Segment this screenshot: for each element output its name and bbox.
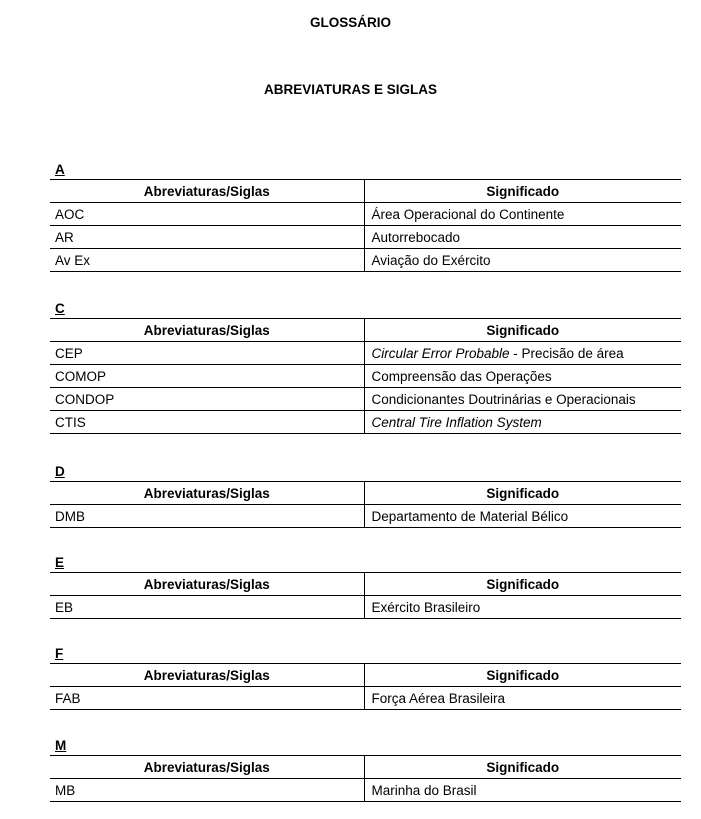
section-letter: M [55,738,67,753]
column-header-meaning: Significado [364,756,681,779]
table-header-row [50,573,681,596]
abbreviation-cell: EB [50,596,364,619]
glossary-section-d [50,464,681,528]
table-row [50,342,681,365]
section-letter: E [55,555,65,570]
glossary-section-c [50,301,681,434]
column-header-meaning: Significado [364,180,681,203]
meaning-text: - Precisão de área [509,345,624,361]
table-header-row [50,180,681,203]
column-header-abbreviations: Abreviaturas/Siglas [50,180,364,203]
glossary-section-m [50,738,681,802]
table-row [50,249,681,272]
column-header-abbreviations: Abreviaturas/Siglas [50,319,364,342]
meaning-cell: Exército Brasileiro [364,596,681,619]
meaning-italic-text: Central Tire Inflation System [371,414,542,430]
abbreviation-cell: CONDOP [50,388,364,411]
column-header-meaning: Significado [364,573,681,596]
meaning-cell [364,342,681,365]
glossary-table [50,318,681,434]
meaning-cell: Autorrebocado [364,226,681,249]
meaning-cell: Condicionantes Doutrinárias e Operacionais [364,388,681,411]
meaning-cell: Marinha do Brasil [364,779,681,802]
table-row [50,779,681,802]
abbreviation-cell: DMB [50,505,364,528]
glossary-section-e [50,555,681,619]
section-letter: C [55,301,65,316]
column-header-abbreviations: Abreviaturas/Siglas [50,664,364,687]
meaning-italic-text: Circular Error Probable [371,345,510,361]
glossary-table [50,481,681,528]
abbreviation-cell: CTIS [50,411,364,434]
column-header-meaning: Significado [364,482,681,505]
table-row [50,596,681,619]
table-header-row [50,482,681,505]
table-row [50,505,681,528]
glossary-section-f [50,646,681,710]
glossary-table [50,572,681,619]
glossary-title: GLOSSÁRIO [309,15,391,30]
table-header-row [50,756,681,779]
glossary-table [50,179,681,272]
column-header-abbreviations: Abreviaturas/Siglas [50,573,364,596]
abbreviation-cell: Av Ex [50,249,364,272]
abbreviation-cell: COMOP [50,365,364,388]
meaning-cell: Força Aérea Brasileira [364,687,681,710]
meaning-cell: Departamento de Material Bélico [364,505,681,528]
column-header-abbreviations: Abreviaturas/Siglas [50,756,364,779]
column-header-meaning: Significado [364,664,681,687]
table-row [50,365,681,388]
glossary-table [50,663,681,710]
glossary-table [50,755,681,802]
meaning-cell: Compreensão das Operações [364,365,681,388]
table-header-row [50,319,681,342]
section-letter: F [55,646,64,661]
section-letter: A [55,162,65,177]
abbreviation-cell: AOC [50,203,364,226]
abbreviation-cell: AR [50,226,364,249]
table-row [50,226,681,249]
glossary-section-a [50,162,681,272]
abbreviation-cell: MB [50,779,364,802]
abbreviation-cell: FAB [50,687,364,710]
meaning-cell: Área Operacional do Continente [364,203,681,226]
section-letter: D [55,464,65,479]
table-header-row [50,664,681,687]
table-row [50,687,681,710]
column-header-meaning: Significado [364,319,681,342]
meaning-cell [364,411,681,434]
table-row [50,203,681,226]
table-row [50,411,681,434]
glossary-subtitle: ABREVIATURAS E SIGLAS [263,82,437,97]
column-header-abbreviations: Abreviaturas/Siglas [50,482,364,505]
abbreviation-cell: CEP [50,342,364,365]
table-row [50,388,681,411]
meaning-cell: Aviação do Exército [364,249,681,272]
